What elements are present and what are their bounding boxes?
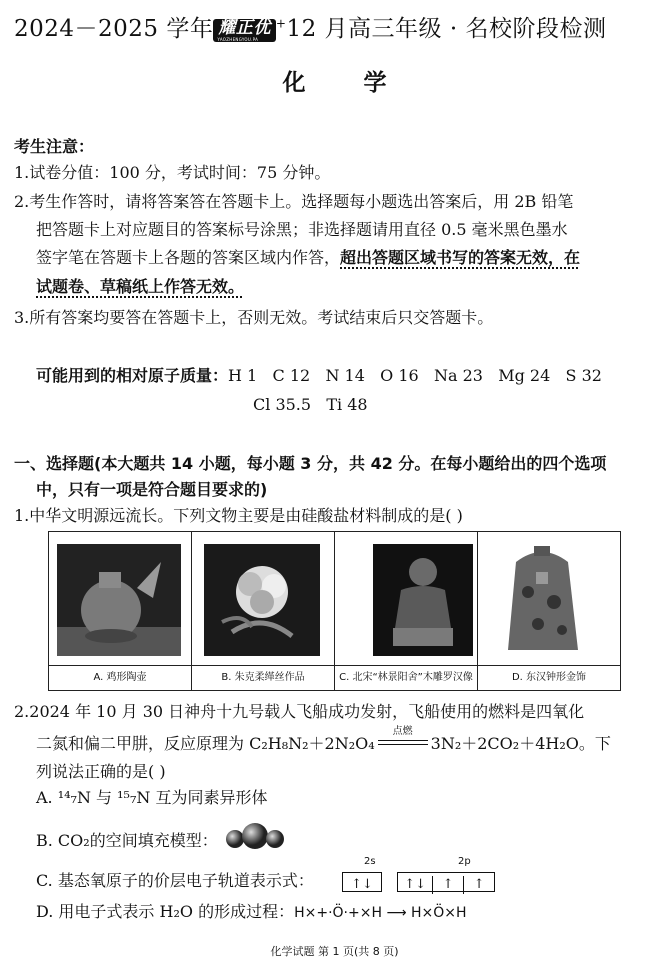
title-right: 12 月高三年级 · 名校阶段检测: [286, 16, 607, 42]
question-2-line3: 列说法正确的是( ): [36, 762, 166, 781]
orbital-2s-box: ↑↓: [342, 872, 382, 892]
title-left: 2024－2025 学年: [14, 16, 214, 42]
notice-item-2-cont: 把答题卡上对应题目的答案标号涂黑；非选择题请用直径 0.5 毫米黑色墨水: [36, 220, 568, 239]
notice-item-2: 2.考生作答时，请将答案答在答题卡上。选择题每小题选出答案后，用 2B 铅笔: [14, 192, 574, 211]
subject-title: 化 学: [282, 70, 387, 96]
option-b-label: B. 朱克柔缂丝作品: [192, 665, 334, 690]
notice-heading: 考生注意：: [14, 137, 95, 156]
brand-logo: 耀正优 YAOZHENGYOU.PA: [213, 19, 276, 42]
wooden-arhat-image: [335, 532, 495, 664]
option-b: B. CO₂的空间填充模型：: [36, 822, 287, 852]
silk-tapestry-image: [192, 532, 332, 664]
option-a-cell: [49, 532, 192, 690]
question-2-line2: 二氮和偏二甲肼，反应原理为 C₂H₈N₂＋2N₂O₄ 点燃 3N₂＋2CO₂＋4H₂O。下: [36, 733, 611, 755]
option-c: C. 基态氧原子的价层电子轨道表示式：: [36, 871, 314, 890]
notice-warning-2: 试题卷、草稿纸上作答无效。: [36, 277, 245, 296]
notice-item-3: 3.所有答案均要答在答题卡上，否则无效。考试结束后只交答题卡。: [14, 308, 494, 327]
option-d-label: D. 东汉钟形金饰: [478, 665, 620, 690]
option-a: A. ¹⁴₇N 与 ¹⁵₇N 互为同素异形体: [36, 788, 268, 807]
reaction-condition: 点燃: [392, 726, 413, 737]
option-c-label: C. 北宋“林景阳舍”木雕罗汉像: [335, 665, 477, 690]
section-title: 一、选择题(本大题共 14 小题，每小题 3 分，共 42 分。在每小题给出的四个选项: [14, 454, 607, 473]
orbital-2p-box: ↑↓ ↑ ↑: [397, 872, 495, 892]
notice-item-1: 1.试卷分值：100 分，考试时间：75 分钟。: [14, 163, 331, 182]
option-a-label: A. 鸡形陶壶: [49, 665, 191, 690]
option-c-cell: [335, 532, 478, 690]
atomic-mass-line2: Cl 35.5 Ti 48: [253, 395, 368, 414]
co2-space-filling-model: [223, 822, 287, 852]
gold-bell-ornament-image: [478, 532, 608, 664]
page-footer: 化学试题 第 1 页(共 8 页): [270, 945, 399, 958]
h2o-formation-equation: H×+·Ö·+×H ⟶ H×Ö×H: [294, 905, 467, 921]
chicken-pot-image: [49, 532, 189, 664]
section-title-cont: 中，只有一项是符合题目要求的): [36, 480, 268, 499]
notice-item-2-cont2: 签字笔在答题卡上各题的答案区域内作答，超出答题区域书写的答案无效，在: [36, 248, 581, 267]
exam-title: [14, 10, 659, 43]
notice-warning-1: 超出答题区域书写的答案无效，在: [340, 248, 581, 267]
option-d: D. 用电子式表示 H₂O 的形成过程：H×+·Ö·+×H ⟶ H×Ö×H: [36, 902, 467, 921]
question-2-line1: 2.2024 年 10 月 30 日神舟十九号载人飞船成功发射，飞船使用的燃料是四氧化: [14, 702, 585, 721]
atomic-mass-line1: 可能用到的相对原子质量：H 1 C 12 N 14 O 16 Na 23 Mg 24 S 32: [36, 366, 602, 385]
question-1-image-table: [48, 531, 621, 691]
option-b-cell: [192, 532, 335, 690]
logo-plus: +: [275, 16, 287, 31]
question-1-stem: 1.中华文明源远流长。下列文物主要是由硅酸盐材料制成的是( ): [14, 506, 463, 525]
option-d-cell: [478, 532, 620, 690]
